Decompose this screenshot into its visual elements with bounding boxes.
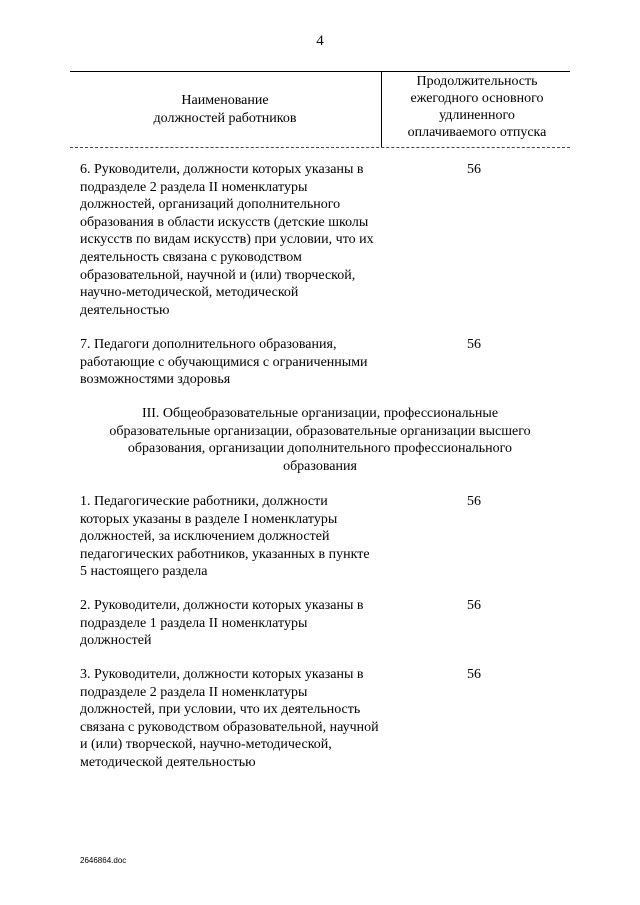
table-row [80,161,500,319]
row-position-text: 6. Руководители, должности которых указаны в подразделе 2 раздела II номенклатуры должностей, организаций дополнительного образования в области искусств (детские школы искусств по видам искусств) при условии, что их деятельность связана с руководством образовательной, научной и (или) творческой, научно-методической, методической деятельностью [80,162,374,318]
row-position-text: 3. Руководители, должности которых указаны в подразделе 2 раздела II номенклатуры должностей, при условии, что их деятельность связана с руководством образовательной, научной и (или) творческой, научно-методической, методической деятельностью [80,667,379,770]
row-leave-days: 56 [467,162,481,177]
table-column-divider [381,71,382,147]
table-row [80,493,500,581]
table-row [80,597,500,650]
row-leave-days: 56 [467,494,481,509]
row-position-text: 2. Руководители, должности которых указаны в подразделе 1 раздела II номенклатуры должностей [80,598,364,649]
header-position-name: Наименование должностей работников [153,93,297,126]
page-number: 4 [316,33,324,49]
section-heading: III. Общеобразовательные организации, профессиональные образовательные организации, образовательные организации высшего образования, организации дополнительного профессионального образования [109,406,531,474]
table-top-rule [70,71,570,72]
table-header-bottom-rule [70,147,570,148]
header-leave-duration: Продолжительность ежегодного основного удлиненного оплачиваемого отпуска [407,74,547,140]
row-position-text: 1. Педагогические работники, должности которых указаны в разделе I номенклатуры должностей, за исключением должностей педагогических работников, указанных в пункте 5 настоящего раздела [80,494,370,580]
row-position-text: 7. Педагоги дополнительного образования, работающие с обучающимися с ограниченными возможностями здоровья [80,337,368,388]
row-leave-days: 56 [467,598,481,613]
footer-filename: 2646864.doc [80,856,127,865]
row-leave-days: 56 [467,667,481,682]
table-row [80,336,500,389]
row-leave-days: 56 [467,337,481,352]
table-row [80,666,500,772]
